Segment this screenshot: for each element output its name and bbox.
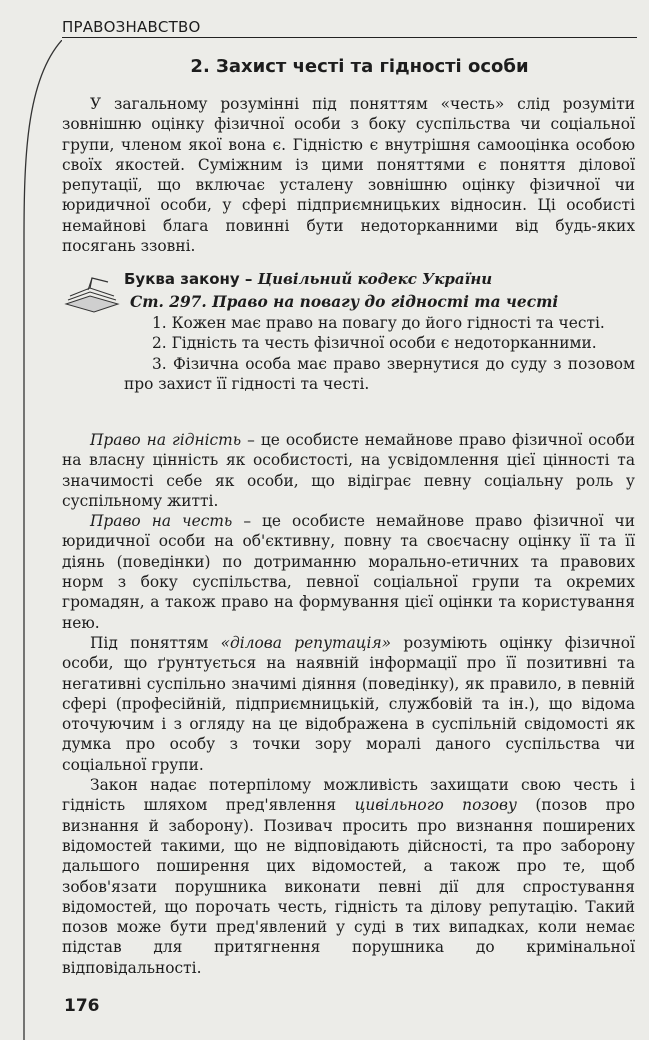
- margin-curve-decoration: [22, 40, 62, 1040]
- dignity-paragraph: [62, 430, 635, 511]
- honor-paragraph: [62, 511, 635, 633]
- open-book-icon: [62, 274, 122, 314]
- reputation-text: розуміють оцінку фізичної особи, що ґрунтується на наявній інформації про її позитивні та негативні суспільно значимі діяння (поведінку), як правило, в певній сфері (професійній, підприємницькій, службовій та ін.), що відома оточуючим і з огляду на це відображена в суспільній свідомості як думка про особу з точки зору моралі даного суспільства чи соціальної групи.: [62, 633, 635, 774]
- intro-paragraph: [62, 94, 635, 256]
- reputation-term: «ділова репутація»: [220, 633, 392, 652]
- honor-text: – це особисте немайнове право фізичної чи юридичної особи на об'єктивну, повну та своєчасну оцінку її та її діянь (поведінки) по дотриманню морально-етичних та правових норм з боку суспільства, певної соціальної групи та окремих громадян, а також право на формування цієї оцінки та користування нею.: [62, 512, 635, 632]
- reputation-paragraph: [62, 633, 635, 775]
- section-heading: 2. Захист честі та гідності особи: [190, 56, 529, 77]
- honor-term: Право на честь: [90, 512, 233, 531]
- dignity-term: Право на гідність: [90, 431, 242, 449]
- law-heading-prefix: Буква закону –: [124, 270, 253, 288]
- law-item: 1. Кожен має право на повагу до його гідності та честі.: [152, 313, 605, 332]
- dignity-text: – це особисте немайнове право фізичної особи на власну цінність як особистості, на усвідомлення цієї цінності та значимості себе як особи, що відіграє певну соціальну роль у суспільному житті.: [62, 431, 635, 510]
- claim-text: (позов про визнання й заборону). Позивач просить про визнання поширених відомостей такими, що не відповідають дійсності, та про заборону дальшого поширення цих відомостей, а також про те, щоб зобов'язати порушника виконати певні дії для спростування відомостей, що порочать честь, гідність та ділову репутацію. Такий позов може бути пред'явлений у суді в тих випадках, коли немає підстав для притягнення порушника до кримінальної відповідальності.: [62, 796, 635, 977]
- section-title: ПРАВОЗНАВСТВО: [62, 18, 201, 36]
- law-source: Цивільний кодекс України: [257, 270, 493, 288]
- reputation-prefix: Під поняттям: [90, 633, 221, 652]
- claim-term: цивільного позову: [354, 796, 517, 815]
- law-heading: [124, 270, 635, 288]
- intro-text: У загальному розумінні під поняттям «честь» слід розуміти зовнішню оцінку фізичної особи з боку суспільства чи соціальної групи, членом якої вона є. Гідністю є внутрішня самооцінка особою своїх якостей. Суміжним із цими поняттями є поняття ділової репутації, що включає усталену зовнішню оцінку фізичної чи юридичної особи, у сфері підприємницьких відносин. Ці особисті немайнові блага повинні бути недоторканними від будь-яких посягань ззовні.: [62, 95, 635, 256]
- page-number: 176: [64, 996, 100, 1016]
- law-excerpt: [62, 270, 635, 395]
- definitions-section: [62, 430, 635, 978]
- law-body: [124, 292, 635, 395]
- claim-prefix: Закон надає потерпілому можливість захищати свою честь і гідність шляхом пред'явлення: [62, 776, 635, 815]
- law-item: 3. Фізична особа має право звернутися до суду з позовом про захист її гідності та честі.: [124, 354, 635, 394]
- running-header: [62, 18, 637, 38]
- claim-paragraph: [62, 775, 635, 978]
- law-item: 2. Гідність та честь фізичної особи є недоторканними.: [152, 334, 597, 353]
- law-article-title: Ст. 297. Право на повагу до гідності та честі: [130, 293, 559, 311]
